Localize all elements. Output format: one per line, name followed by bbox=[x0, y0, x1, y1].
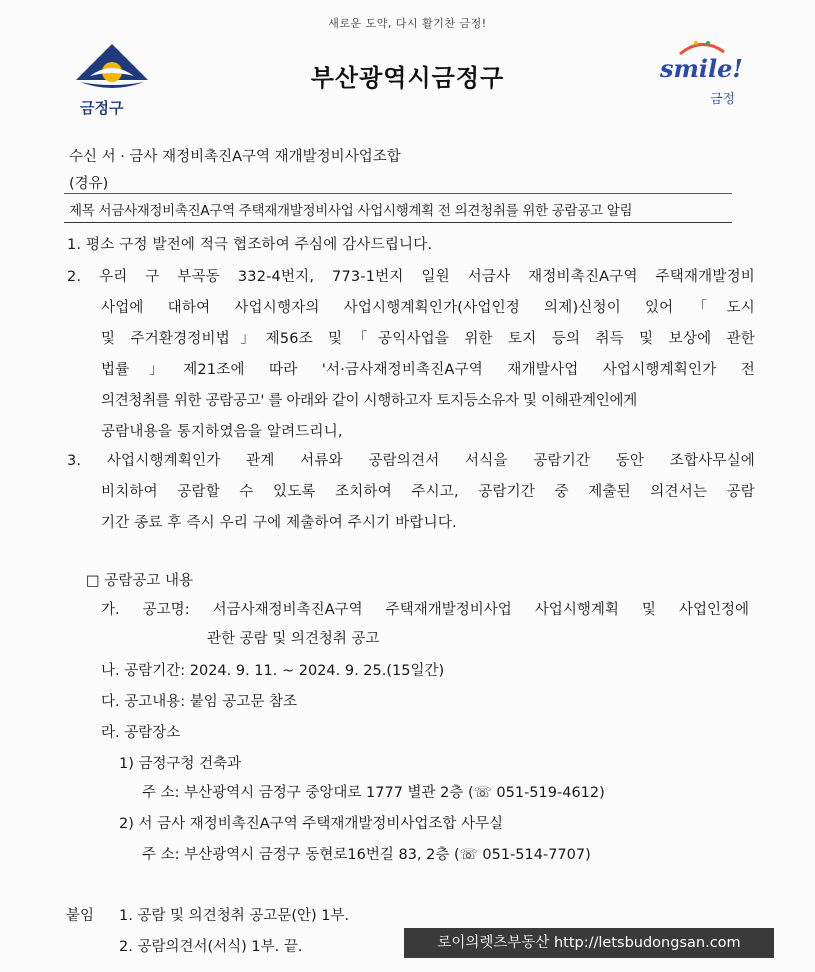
smile-logo-sub: 금정 bbox=[710, 92, 736, 107]
notice-ga-line: 가. 공고명: 서금사재정비촉진A구역 주택재개발정비사업 사업시행계획 및 사업인정에 bbox=[101, 602, 749, 618]
smile-logo-text: smile! bbox=[660, 54, 743, 83]
via: (경유) bbox=[69, 176, 109, 192]
attachment-label: 붙임 bbox=[66, 908, 95, 924]
attachment-item-2: 2. 공람의견서(서식) 1부. 끝. bbox=[119, 939, 303, 955]
notice-period: 나. 공람기간: 2024. 9. 11. ~ 2024. 9. 25.(15일간) bbox=[101, 663, 445, 679]
body-item-2-line: 공람내용을 통지하였음을 알려드리니, bbox=[101, 424, 343, 440]
office-title: 부산광역시금정구 bbox=[310, 64, 505, 92]
body-item-3-line: 3. 사업시행계획인가 관계 서류와 공람의견서 서식을 공람기간 동안 조합사무실에 bbox=[67, 453, 755, 469]
place-2-address: 주 소: 부산광역시 금정구 동현로16번길 83, 2층 (☏ 051-514-7707) bbox=[142, 847, 591, 863]
body-item-3-line: 비치하여 공람할 수 있도록 조치하여 주시고, 공람기간 중 제출된 의견서는 공람 bbox=[101, 484, 755, 500]
org-logo-label: 금정구 bbox=[80, 99, 124, 117]
body-item-3-line: 기간 종료 후 즉시 우리 구에 제출하여 주시기 바랍니다. bbox=[101, 515, 457, 531]
place-2-name: 2) 서 금사 재정비촉진A구역 주택재개발정비사업조합 사무실 bbox=[119, 816, 504, 832]
notice-place-heading: 라. 공람장소 bbox=[101, 725, 181, 741]
slogan: 새로운 도약, 다시 활기찬 금정! bbox=[328, 17, 487, 30]
footer-banner: 로이의렛츠부동산 http://letsbudongsan.com bbox=[404, 928, 774, 958]
smile-logo-icon bbox=[658, 38, 748, 114]
notice-ga-line: 관한 공람 및 의견청취 공고 bbox=[207, 631, 380, 647]
body-item-2-line: 2. 우리 구 부곡동 332-4번지, 773-1번지 일원 서금사 재정비촉진A구역 주택재개발정비 bbox=[67, 269, 755, 285]
body-item-2-line: 의견청취를 위한 공람공고' 를 아래와 같이 시행하고자 토지등소유자 및 이해관계인에게 bbox=[101, 393, 637, 409]
body-item-2-line: 법률」제21조에 따라 '서·금사재정비촉진A구역 재개발사업 사업시행계획인가 전 bbox=[101, 362, 755, 378]
body-item-2-line: 사업에 대하여 사업시행자의 사업시행계획인가(사업인정 의제)신청이 있어「도시 bbox=[101, 300, 755, 316]
attachment-item-1: 1. 공람 및 의견청취 공고문(안) 1부. bbox=[119, 908, 350, 924]
place-1-address: 주 소: 부산광역시 금정구 중앙대로 1777 별관 2층 (☏ 051-519-4612) bbox=[142, 785, 605, 801]
subject: 제목 서금사재정비촉진A구역 주택재개발정비사업 사업시행계획 전 의견청취를 위한 공람공고 알림 bbox=[69, 203, 633, 219]
body-item-1: 1. 평소 구정 발전에 적극 협조하여 주심에 감사드립니다. bbox=[67, 237, 433, 253]
body-item-2-line: 및 주거환경정비법」제56조 및「공익사업을 위한 토지 등의 취득 및 보상에 관한 bbox=[101, 331, 755, 347]
subject-row bbox=[64, 193, 732, 223]
recipient: 수신 서 · 금사 재정비촉진A구역 재개발정비사업조합 bbox=[69, 149, 401, 165]
notice-content: 다. 공고내용: 붙임 공고문 참조 bbox=[101, 694, 298, 710]
notice-heading: □ 공람공고 내용 bbox=[86, 573, 193, 589]
place-1-name: 1) 금정구청 건축과 bbox=[119, 756, 242, 772]
